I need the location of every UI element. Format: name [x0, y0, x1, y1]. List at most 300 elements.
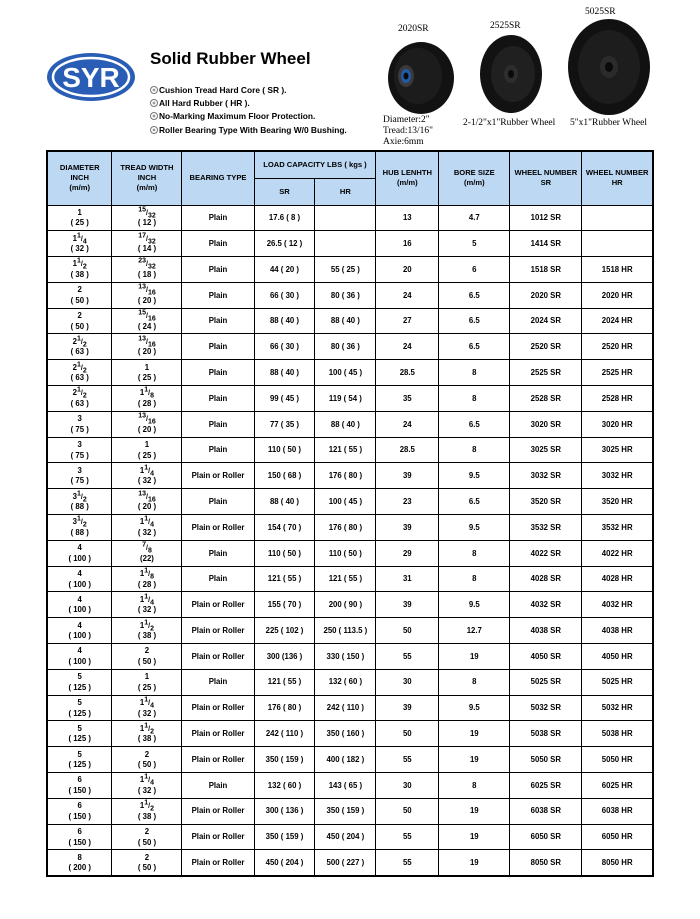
cell-wheel-number-sr: 1518 SR	[510, 257, 582, 283]
cell-hub-length: 50	[376, 618, 439, 644]
cell-wheel-number-sr: 5050 SR	[510, 747, 582, 773]
cell-tread-width: $^{13}/_{16}$ ( 20 )	[112, 411, 182, 437]
cell-hub-length: 31	[376, 566, 439, 592]
cell-bearing-type: Plain or Roller	[182, 798, 254, 824]
cell-load-hr: 400 ( 182 )	[315, 747, 376, 773]
wheel-label-2020sr: 2020SR	[398, 24, 429, 34]
cell-hub-length: 55	[376, 850, 439, 876]
table-row	[47, 231, 653, 257]
header-wheel-number-sr: WHEEL NUMBER SR	[510, 151, 582, 205]
cell-hub-length: 55	[376, 644, 439, 670]
table-row	[47, 334, 653, 360]
cell-load-hr: 350 ( 160 )	[315, 721, 376, 747]
cell-wheel-number-sr: 3520 SR	[510, 489, 582, 515]
cell-bore-size: 6.5	[439, 282, 510, 308]
cell-bore-size: 5	[439, 231, 510, 257]
cell-wheel-number-hr: 5025 HR	[582, 669, 653, 695]
cell-tread-width: $1^1/_4$ ( 32 )	[112, 592, 182, 618]
cell-tread-width: $1^1/_4$ ( 32 )	[112, 695, 182, 721]
cell-tread-width: $^{23}/_{32}$ ( 18 )	[112, 257, 182, 283]
cell-tread-width: $^{15}/_{32}$ ( 12 )	[112, 205, 182, 231]
fraction-slash: /	[145, 338, 148, 346]
cell-wheel-number-hr: 6038 HR	[582, 798, 653, 824]
cell-load-sr: 132 ( 60 )	[254, 773, 315, 799]
wheel-caption-5025sr: 5"x1"Rubber Wheel	[570, 118, 647, 128]
cell-load-sr: 44 ( 20 )	[254, 257, 315, 283]
cell-bearing-type: Plain	[182, 411, 254, 437]
cell-diameter: 4 ( 100 )	[47, 592, 112, 618]
cell-tread-width: 2 ( 50 )	[112, 850, 182, 876]
cell-bore-size: 8	[439, 566, 510, 592]
cell-wheel-number-sr: 6050 SR	[510, 824, 582, 850]
cell-hub-length: 30	[376, 669, 439, 695]
cell-bore-size: 19	[439, 824, 510, 850]
fraction-slash: /	[145, 235, 148, 243]
table-row	[47, 205, 653, 231]
cell-hub-length: 28.5	[376, 437, 439, 463]
cell-load-sr: 121 ( 55 )	[254, 669, 315, 695]
table-row	[47, 515, 653, 541]
cell-wheel-number-sr: 3025 SR	[510, 437, 582, 463]
fraction-slash: /	[148, 622, 151, 630]
cell-load-sr: 17.6 ( 8 )	[254, 205, 315, 231]
cell-bore-size: 9.5	[439, 463, 510, 489]
table-row	[47, 566, 653, 592]
cell-bearing-type: Plain or Roller	[182, 592, 254, 618]
cell-load-sr: 66 ( 30 )	[254, 334, 315, 360]
fraction-slash: /	[145, 545, 148, 553]
cell-hub-length: 39	[376, 592, 439, 618]
cell-diameter: 5 ( 125 )	[47, 747, 112, 773]
bullet-icon	[150, 86, 158, 94]
fraction-slash: /	[145, 493, 148, 501]
cell-load-hr: 100 ( 45 )	[315, 489, 376, 515]
cell-bearing-type: Plain	[182, 489, 254, 515]
cell-bearing-type: Plain or Roller	[182, 850, 254, 876]
fraction-slash: /	[148, 700, 151, 708]
table-row	[47, 644, 653, 670]
fraction-slash: /	[145, 416, 148, 424]
table-row	[47, 257, 653, 283]
cell-diameter: 6 ( 150 )	[47, 773, 112, 799]
cell-load-hr	[315, 205, 376, 231]
fraction-slash: /	[148, 390, 151, 398]
header-wheel-number-hr: WHEEL NUMBER HR	[582, 151, 653, 205]
cell-hub-length: 28.5	[376, 360, 439, 386]
cell-wheel-number-hr: 5038 HR	[582, 721, 653, 747]
rubber-wheel-image-2525sr	[478, 33, 544, 115]
cell-bearing-type: Plain or Roller	[182, 824, 254, 850]
cell-bearing-type: Plain	[182, 308, 254, 334]
fraction-slash: /	[148, 519, 151, 527]
fraction-slash: /	[148, 803, 151, 811]
cell-tread-width: 2 ( 50 )	[112, 747, 182, 773]
cell-load-hr: 80 ( 36 )	[315, 334, 376, 360]
cell-bore-size: 19	[439, 721, 510, 747]
cell-load-sr: 110 ( 50 )	[254, 437, 315, 463]
rubber-wheel-image-2020sr	[381, 38, 461, 118]
cell-wheel-number-hr: 2520 HR	[582, 334, 653, 360]
cell-load-sr: 450 ( 204 )	[254, 850, 315, 876]
cell-wheel-number-sr: 4038 SR	[510, 618, 582, 644]
cell-bearing-type: Plain or Roller	[182, 644, 254, 670]
table-row	[47, 824, 653, 850]
cell-load-sr: 350 ( 159 )	[254, 824, 315, 850]
fraction-slash: /	[80, 261, 83, 269]
cell-wheel-number-sr: 2020 SR	[510, 282, 582, 308]
table-row	[47, 411, 653, 437]
cell-bore-size: 8	[439, 669, 510, 695]
table-row	[47, 669, 653, 695]
cell-diameter: 2 ( 50 )	[47, 282, 112, 308]
cell-bore-size: 9.5	[439, 592, 510, 618]
cell-bearing-type: Plain	[182, 437, 254, 463]
cell-wheel-number-hr: 6025 HR	[582, 773, 653, 799]
cell-hub-length: 29	[376, 540, 439, 566]
cell-load-hr: 110 ( 50 )	[315, 540, 376, 566]
cell-tread-width: 2 ( 50 )	[112, 644, 182, 670]
cell-wheel-number-hr: 3520 HR	[582, 489, 653, 515]
cell-wheel-number-hr: 3032 HR	[582, 463, 653, 489]
feature-item: Cushion Tread Hard Core ( SR ).	[150, 84, 347, 97]
cell-tread-width: $^{17}/_{32}$ ( 14 )	[112, 231, 182, 257]
cell-bearing-type: Plain	[182, 257, 254, 283]
cell-diameter: 6 ( 150 )	[47, 798, 112, 824]
cell-hub-length: 24	[376, 411, 439, 437]
fraction-slash: /	[148, 725, 151, 733]
header-load-hr: HR	[315, 178, 376, 205]
cell-load-sr: 77 ( 35 )	[254, 411, 315, 437]
cell-bore-size: 8	[439, 386, 510, 412]
cell-wheel-number-sr: 2525 SR	[510, 360, 582, 386]
cell-bore-size: 8	[439, 437, 510, 463]
cell-load-sr: 110 ( 50 )	[254, 540, 315, 566]
cell-bearing-type: Plain	[182, 669, 254, 695]
cell-bore-size: 6.5	[439, 489, 510, 515]
cell-hub-length: 30	[376, 773, 439, 799]
cell-bore-size: 6.5	[439, 411, 510, 437]
table-row	[47, 489, 653, 515]
cell-load-hr: 200 ( 90 )	[315, 592, 376, 618]
header-bearing-type: BEARING TYPE	[182, 151, 254, 205]
feature-item: No-Marking Maximum Floor Protection.	[150, 110, 347, 123]
feature-item: All Hard Rubber ( HR ).	[150, 97, 347, 110]
feature-list	[150, 84, 347, 137]
cell-wheel-number-sr: 1012 SR	[510, 205, 582, 231]
cell-bore-size: 8	[439, 540, 510, 566]
cell-tread-width: $^{13}/_{16}$ ( 20 )	[112, 334, 182, 360]
cell-diameter: 3 ( 75 )	[47, 437, 112, 463]
fraction-slash: /	[145, 313, 148, 321]
table-row	[47, 850, 653, 876]
cell-bearing-type: Plain	[182, 231, 254, 257]
cell-wheel-number-hr: 5050 HR	[582, 747, 653, 773]
cell-diameter: 1 ( 25 )	[47, 205, 112, 231]
cell-bore-size: 9.5	[439, 695, 510, 721]
logo-text: SYR	[62, 62, 120, 93]
cell-load-hr: 100 ( 45 )	[315, 360, 376, 386]
cell-hub-length: 55	[376, 824, 439, 850]
cell-bearing-type: Plain or Roller	[182, 747, 254, 773]
cell-bore-size: 9.5	[439, 515, 510, 541]
header-load-sr: SR	[254, 178, 315, 205]
cell-load-hr: 88 ( 40 )	[315, 308, 376, 334]
cell-wheel-number-hr: 4032 HR	[582, 592, 653, 618]
cell-hub-length: 20	[376, 257, 439, 283]
cell-tread-width: $1^1/_2$ ( 38 )	[112, 618, 182, 644]
cell-wheel-number-sr: 5025 SR	[510, 669, 582, 695]
cell-wheel-number-sr: 2528 SR	[510, 386, 582, 412]
fraction-slash: /	[80, 493, 83, 501]
cell-wheel-number-sr: 3032 SR	[510, 463, 582, 489]
cell-bore-size: 6.5	[439, 334, 510, 360]
cell-load-sr: 99 ( 45 )	[254, 386, 315, 412]
cell-load-sr: 176 ( 80 )	[254, 695, 315, 721]
cell-diameter: 3 ( 75 )	[47, 411, 112, 437]
cell-wheel-number-sr: 4028 SR	[510, 566, 582, 592]
cell-tread-width: 1 ( 25 )	[112, 669, 182, 695]
header-diameter: DIAMETER INCH (m/m)	[47, 151, 112, 205]
cell-bearing-type: Plain or Roller	[182, 721, 254, 747]
cell-wheel-number-hr	[582, 205, 653, 231]
cell-wheel-number-hr: 4050 HR	[582, 644, 653, 670]
cell-diameter: 4 ( 100 )	[47, 540, 112, 566]
table-row	[47, 360, 653, 386]
cell-load-sr: 300 (136 )	[254, 644, 315, 670]
fraction-slash: /	[80, 364, 83, 372]
cell-bearing-type: Plain	[182, 773, 254, 799]
cell-load-sr: 350 ( 159 )	[254, 747, 315, 773]
cell-tread-width: 1 ( 25 )	[112, 360, 182, 386]
rubber-wheel-image-5025sr	[566, 17, 652, 117]
cell-wheel-number-sr: 4050 SR	[510, 644, 582, 670]
cell-wheel-number-hr: 2024 HR	[582, 308, 653, 334]
cell-bore-size: 19	[439, 850, 510, 876]
cell-bearing-type: Plain	[182, 566, 254, 592]
cell-bearing-type: Plain or Roller	[182, 695, 254, 721]
table-row	[47, 773, 653, 799]
cell-diameter: $1^1/_2$ ( 38 )	[47, 257, 112, 283]
cell-load-sr: 150 ( 68 )	[254, 463, 315, 489]
cell-hub-length: 39	[376, 463, 439, 489]
cell-bearing-type: Plain	[182, 205, 254, 231]
cell-wheel-number-sr: 1414 SR	[510, 231, 582, 257]
cell-hub-length: 23	[376, 489, 439, 515]
cell-tread-width: $^{13}/_{16}$ ( 20 )	[112, 489, 182, 515]
cell-hub-length: 55	[376, 747, 439, 773]
cell-diameter: 3 ( 75 )	[47, 463, 112, 489]
cell-bore-size: 19	[439, 798, 510, 824]
cell-load-hr: 350 ( 159 )	[315, 798, 376, 824]
cell-tread-width: $1^1/_2$ ( 38 )	[112, 721, 182, 747]
cell-load-hr: 330 ( 150 )	[315, 644, 376, 670]
cell-load-hr: 500 ( 227 )	[315, 850, 376, 876]
cell-wheel-number-hr: 2020 HR	[582, 282, 653, 308]
cell-hub-length: 24	[376, 282, 439, 308]
page-title: Solid Rubber Wheel	[150, 49, 311, 68]
bullet-icon	[150, 99, 158, 107]
cell-bearing-type: Plain or Roller	[182, 618, 254, 644]
cell-wheel-number-sr: 6038 SR	[510, 798, 582, 824]
cell-wheel-number-hr: 2525 HR	[582, 360, 653, 386]
table-row	[47, 540, 653, 566]
header-bore-size: BORE SIZE (m/m)	[439, 151, 510, 205]
cell-wheel-number-hr: 3020 HR	[582, 411, 653, 437]
cell-bearing-type: Plain	[182, 334, 254, 360]
fraction-slash: /	[148, 596, 151, 604]
cell-bore-size: 19	[439, 644, 510, 670]
cell-load-sr: 88 ( 40 )	[254, 360, 315, 386]
cell-load-sr: 155 ( 70 )	[254, 592, 315, 618]
cell-diameter: $3^1/_2$ ( 88 )	[47, 515, 112, 541]
cell-hub-length: 50	[376, 798, 439, 824]
cell-hub-length: 39	[376, 695, 439, 721]
cell-diameter: 8 ( 200 )	[47, 850, 112, 876]
header-load-capacity: LOAD CAPACITY LBS ( kgs )	[254, 151, 376, 178]
cell-hub-length: 50	[376, 721, 439, 747]
fraction-slash: /	[145, 287, 148, 295]
table-row	[47, 618, 653, 644]
header-tread-width: TREAD WIDTH INCH (m/m)	[112, 151, 182, 205]
cell-wheel-number-sr: 5038 SR	[510, 721, 582, 747]
table-row	[47, 747, 653, 773]
cell-load-hr: 176 ( 80 )	[315, 463, 376, 489]
cell-tread-width: 1 ( 25 )	[112, 437, 182, 463]
cell-wheel-number-sr: 3020 SR	[510, 411, 582, 437]
wheel-label-5025sr: 5025SR	[585, 7, 616, 17]
table-row	[47, 308, 653, 334]
fraction-slash: /	[148, 571, 151, 579]
fraction-slash: /	[148, 467, 151, 475]
fraction-slash: /	[148, 777, 151, 785]
cell-load-hr: 176 ( 80 )	[315, 515, 376, 541]
cell-wheel-number-sr: 8050 SR	[510, 850, 582, 876]
cell-bearing-type: Plain	[182, 540, 254, 566]
cell-wheel-number-sr: 6025 SR	[510, 773, 582, 799]
cell-bore-size: 6.5	[439, 308, 510, 334]
cell-load-sr: 26.5 ( 12 )	[254, 231, 315, 257]
spec-table	[46, 150, 654, 877]
cell-tread-width: $1^1/_4$ ( 32 )	[112, 463, 182, 489]
cell-tread-width: 2 ( 50 )	[112, 824, 182, 850]
table-row	[47, 463, 653, 489]
cell-diameter: $3^1/_2$ ( 88 )	[47, 489, 112, 515]
cell-diameter: $2^1/_2$ ( 63 )	[47, 386, 112, 412]
cell-hub-length: 39	[376, 515, 439, 541]
cell-load-hr: 242 ( 110 )	[315, 695, 376, 721]
cell-wheel-number-hr: 6050 HR	[582, 824, 653, 850]
table-row	[47, 282, 653, 308]
cell-wheel-number-hr	[582, 231, 653, 257]
table-row	[47, 437, 653, 463]
cell-wheel-number-hr: 4028 HR	[582, 566, 653, 592]
cell-diameter: 5 ( 125 )	[47, 669, 112, 695]
cell-load-sr: 225 ( 102 )	[254, 618, 315, 644]
cell-bore-size: 4.7	[439, 205, 510, 231]
table-row	[47, 386, 653, 412]
cell-bore-size: 8	[439, 773, 510, 799]
cell-load-sr: 242 ( 110 )	[254, 721, 315, 747]
cell-diameter: 5 ( 125 )	[47, 721, 112, 747]
cell-load-hr: 88 ( 40 )	[315, 411, 376, 437]
cell-bore-size: 8	[439, 360, 510, 386]
cell-wheel-number-hr: 3025 HR	[582, 437, 653, 463]
cell-bore-size: 6	[439, 257, 510, 283]
cell-tread-width: $1^1/_8$ ( 28 )	[112, 386, 182, 412]
cell-load-hr	[315, 231, 376, 257]
cell-wheel-number-hr: 2528 HR	[582, 386, 653, 412]
cell-load-sr: 121 ( 55 )	[254, 566, 315, 592]
table-row	[47, 695, 653, 721]
fraction-slash: /	[145, 209, 148, 217]
cell-load-hr: 143 ( 65 )	[315, 773, 376, 799]
cell-load-hr: 450 ( 204 )	[315, 824, 376, 850]
cell-wheel-number-hr: 4022 HR	[582, 540, 653, 566]
cell-bearing-type: Plain or Roller	[182, 515, 254, 541]
cell-tread-width: $1^1/_4$ ( 32 )	[112, 773, 182, 799]
cell-hub-length: 27	[376, 308, 439, 334]
header-hub-length: HUB LENHTH (m/m)	[376, 151, 439, 205]
cell-load-hr: 80 ( 36 )	[315, 282, 376, 308]
table-row	[47, 798, 653, 824]
fraction-slash: /	[80, 235, 83, 243]
table-row	[47, 592, 653, 618]
cell-hub-length: 13	[376, 205, 439, 231]
cell-load-sr: 154 ( 70 )	[254, 515, 315, 541]
cell-load-sr: 300 ( 136 )	[254, 798, 315, 824]
cell-load-hr: 250 ( 113.5 )	[315, 618, 376, 644]
cell-tread-width: $^7/_8$ (22)	[112, 540, 182, 566]
cell-diameter: 5 ( 125 )	[47, 695, 112, 721]
fraction-slash: /	[80, 519, 83, 527]
wheel-caption-2525sr: 2-1/2"x1"Rubber Wheel	[463, 118, 556, 128]
cell-wheel-number-sr: 4022 SR	[510, 540, 582, 566]
cell-diameter: 4 ( 100 )	[47, 566, 112, 592]
cell-tread-width: $1^1/_2$ ( 38 )	[112, 798, 182, 824]
cell-diameter: $1^1/_4$ ( 32 )	[47, 231, 112, 257]
fraction-slash: /	[145, 261, 148, 269]
cell-tread-width: $^{13}/_{16}$ ( 20 )	[112, 282, 182, 308]
cell-hub-length: 24	[376, 334, 439, 360]
fraction-slash: /	[80, 390, 83, 398]
cell-load-hr: 55 ( 25 )	[315, 257, 376, 283]
cell-diameter: $2^1/_2$ ( 63 )	[47, 360, 112, 386]
cell-tread-width: $1^1/_8$ ( 28 )	[112, 566, 182, 592]
cell-load-sr: 88 ( 40 )	[254, 308, 315, 334]
table-row	[47, 721, 653, 747]
cell-diameter: 6 ( 150 )	[47, 824, 112, 850]
cell-wheel-number-hr: 5032 HR	[582, 695, 653, 721]
wheel-spec-2020sr: Diameter:2" Tread:13/16" Axie:6mm	[383, 115, 433, 147]
bullet-icon	[150, 126, 158, 134]
cell-bore-size: 12.7	[439, 618, 510, 644]
syr-logo	[46, 52, 136, 102]
cell-tread-width: $^{15}/_{16}$ ( 24 )	[112, 308, 182, 334]
cell-diameter: 4 ( 100 )	[47, 644, 112, 670]
cell-bearing-type: Plain	[182, 386, 254, 412]
cell-wheel-number-hr: 1518 HR	[582, 257, 653, 283]
cell-wheel-number-hr: 8050 HR	[582, 850, 653, 876]
cell-wheel-number-sr: 2024 SR	[510, 308, 582, 334]
cell-hub-length: 35	[376, 386, 439, 412]
cell-load-hr: 119 ( 54 )	[315, 386, 376, 412]
cell-load-sr: 88 ( 40 )	[254, 489, 315, 515]
cell-wheel-number-sr: 2520 SR	[510, 334, 582, 360]
cell-bearing-type: Plain	[182, 282, 254, 308]
fraction-slash: /	[80, 338, 83, 346]
cell-diameter: $2^1/_2$ ( 63 )	[47, 334, 112, 360]
cell-wheel-number-sr: 3532 SR	[510, 515, 582, 541]
